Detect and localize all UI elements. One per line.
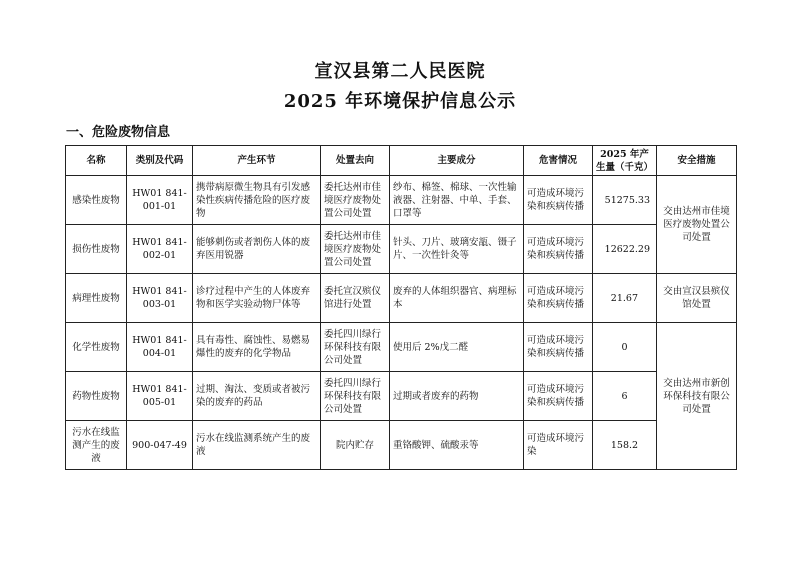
header-hazard: 危害情况 — [524, 146, 593, 176]
cell-composition: 废弃的人体组织器官、病理标本 — [390, 274, 524, 323]
cell-name: 病理性废物 — [66, 274, 127, 323]
header-code: 类别及代码 — [127, 146, 193, 176]
cell-name: 药物性废物 — [66, 372, 127, 421]
cell-disposal: 委托四川绿行环保科技有限公司处置 — [321, 372, 390, 421]
cell-hazard: 可造成环境污染和疾病传播 — [524, 176, 593, 225]
cell-name: 损伤性废物 — [66, 225, 127, 274]
cell-composition: 过期或者废弃的药物 — [390, 372, 524, 421]
cell-code: 900-047-49 — [127, 421, 193, 470]
section-heading: 一、危险废物信息 — [66, 125, 171, 140]
table-row — [66, 421, 737, 470]
cell-source: 具有毒性、腐蚀性、易燃易爆性的废弃的化学物品 — [193, 323, 321, 372]
document-subtitle: 2025 年环境保护信息公示 — [283, 91, 517, 112]
cell-disposal: 院内贮存 — [321, 421, 390, 470]
cell-source: 污水在线监测系统产生的废液 — [193, 421, 321, 470]
cell-code: HW01 841-005-01 — [127, 372, 193, 421]
cell-code: HW01 841-003-01 — [127, 274, 193, 323]
cell-disposal: 委托达州市佳境医疗废物处置公司处置 — [321, 225, 390, 274]
document-title: 宣汉县第二人民医院 — [314, 61, 486, 82]
cell-name: 化学性废物 — [66, 323, 127, 372]
cell-code: HW01 841-001-01 — [127, 176, 193, 225]
table-row — [66, 323, 737, 372]
cell-composition: 使用后 2%戊二醛 — [390, 323, 524, 372]
cell-disposal: 委托达州市佳境医疗废物处置公司处置 — [321, 176, 390, 225]
cell-composition: 重铬酸钾、硫酸汞等 — [390, 421, 524, 470]
cell-source: 过期、淘汰、变质或者被污染的废弃的药品 — [193, 372, 321, 421]
table-row — [66, 274, 737, 323]
cell-composition: 纱布、棉签、棉球、一次性输液器、注射器、中单、手套、口罩等 — [390, 176, 524, 225]
cell-hazard: 可造成环境污染和疾病传播 — [524, 323, 593, 372]
cell-measure: 交由达州市佳境医疗废物处置公司处置 — [657, 176, 737, 274]
cell-disposal: 委托宣汉殡仪馆进行处置 — [321, 274, 390, 323]
cell-hazard: 可造成环境污染和疾病传播 — [524, 372, 593, 421]
table-row — [66, 176, 737, 225]
cell-measure: 交由宣汉县殡仪馆处置 — [657, 274, 737, 323]
cell-name: 污水在线监测产生的废液 — [66, 421, 127, 470]
cell-name: 感染性废物 — [66, 176, 127, 225]
table-header-row — [66, 146, 737, 176]
table-row — [66, 372, 737, 421]
header-disposal: 处置去向 — [321, 146, 390, 176]
cell-amount: 158.2 — [593, 421, 657, 470]
cell-disposal: 委托四川绿行环保科技有限公司处置 — [321, 323, 390, 372]
cell-source: 能够刺伤或者割伤人体的废弃医用锐器 — [193, 225, 321, 274]
cell-code: HW01 841-002-01 — [127, 225, 193, 274]
table-row — [66, 225, 737, 274]
cell-measure: 交由达州市新创环保科技有限公司处置 — [657, 323, 737, 470]
cell-amount: 12622.29 — [593, 225, 657, 274]
header-composition: 主要成分 — [390, 146, 524, 176]
header-name: 名称 — [66, 146, 127, 176]
cell-source: 携带病原微生物具有引发感染性疾病传播危险的医疗废物 — [193, 176, 321, 225]
cell-hazard: 可造成环境污染 — [524, 421, 593, 470]
cell-amount: 0 — [593, 323, 657, 372]
cell-hazard: 可造成环境污染和疾病传播 — [524, 274, 593, 323]
cell-source: 诊疗过程中产生的人体废弃物和医学实验动物尸体等 — [193, 274, 321, 323]
cell-amount: 51275.33 — [593, 176, 657, 225]
cell-code: HW01 841-004-01 — [127, 323, 193, 372]
header-source: 产生环节 — [193, 146, 321, 176]
hazardous-waste-table — [65, 145, 737, 470]
cell-composition: 针头、刀片、玻璃安瓿、镊子片、一次性针灸等 — [390, 225, 524, 274]
cell-amount: 21.67 — [593, 274, 657, 323]
header-measure: 安全措施 — [657, 146, 737, 176]
cell-amount: 6 — [593, 372, 657, 421]
header-amount: 2025 年产生量（千克） — [593, 146, 657, 176]
cell-hazard: 可造成环境污染和疾病传播 — [524, 225, 593, 274]
